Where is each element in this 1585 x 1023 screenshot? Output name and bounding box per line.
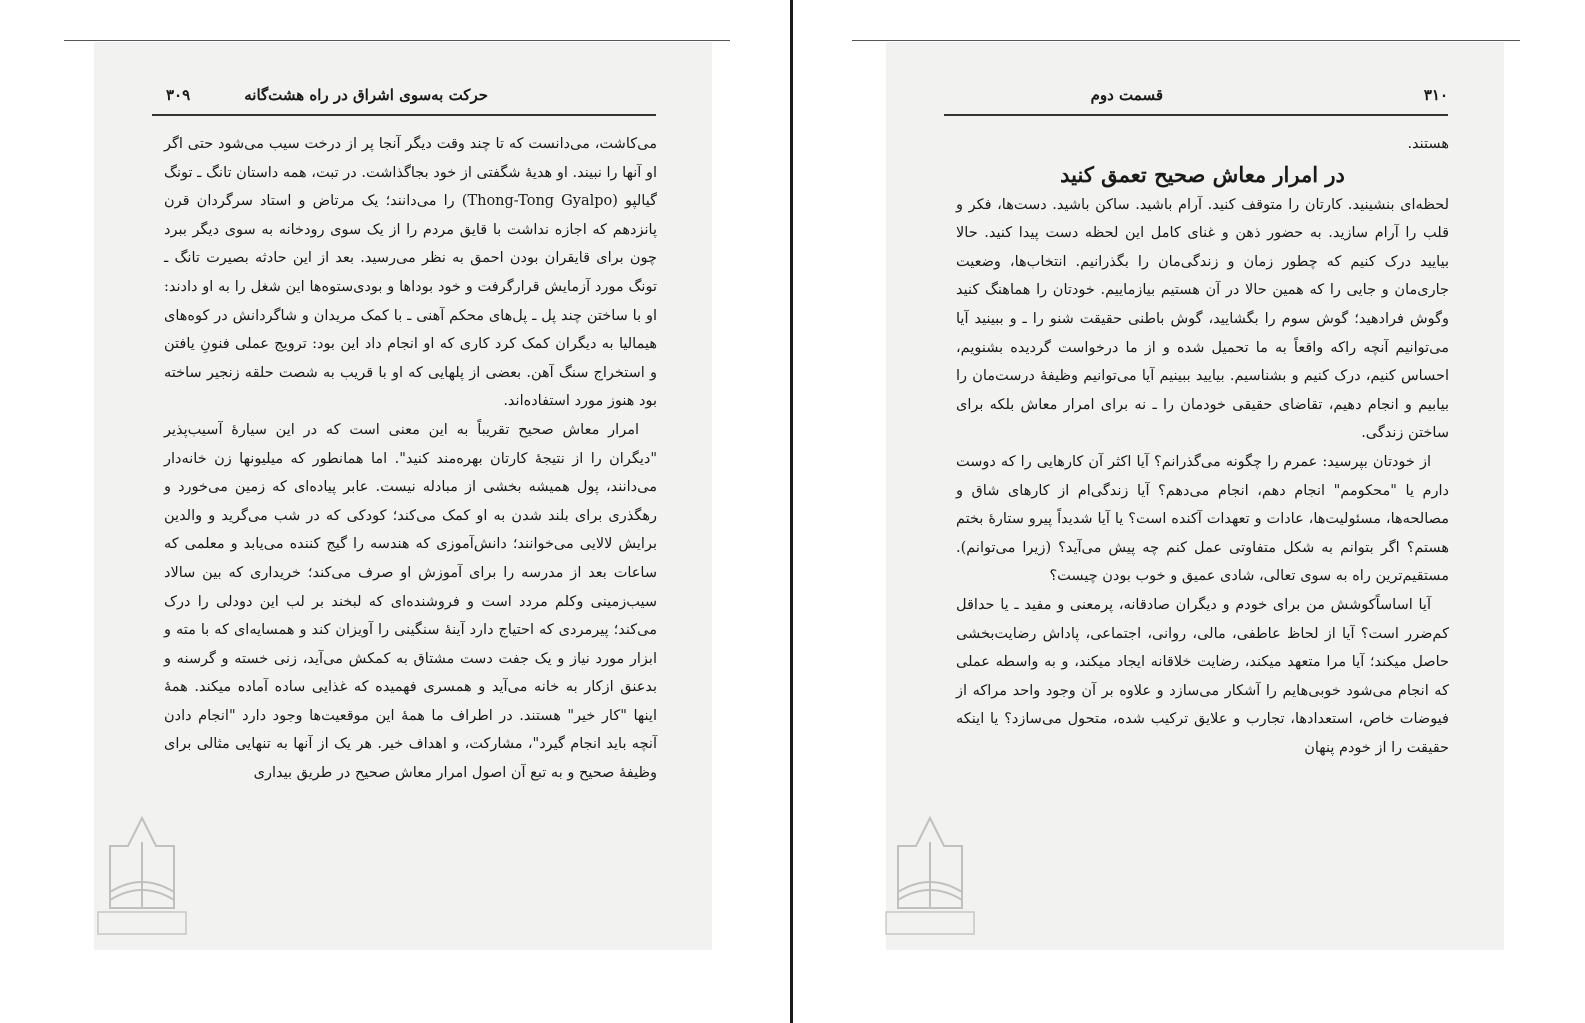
- left-page: [94, 42, 712, 950]
- running-head-left: [152, 82, 656, 116]
- paragraph: آیا اساساًکوشش من برای خودم و دیگران صادقانه، پرمعنی و مفید ـ یا حداقل کم‌ضرر است؟ آیا از لحاظ عاطفی، مالی، روانی، اجتماعی، پاداش رضایت‌بخشی حاصل میکند؛ آیا مرا متعهد میکند، رضایت خلاقانه ایجاد میکند، و به واسطه عملی که انجام می‌شود خوبی‌هایم را آشکار می‌سازد و علاوه بر آن وجود واحد مراکه از فیوضات خاص، استعدادها، تجارب و علایق ترکیب شده، متحول می‌سازد؟ یا اینکه حقیقت را از خودم پنهان: [956, 596, 1449, 756]
- top-rule-right: [852, 40, 1520, 41]
- continued-line: هستند.: [1407, 136, 1449, 152]
- library-stamp-icon: [94, 812, 190, 942]
- paragraph: از خودتان بپرسید: عمرم را چگونه می‌گذرانم؟ آیا اکثر آن کارهایی را که دوست دارم یا "محکومم" انجام دهم، انجام می‌دهم؟ آیا زندگی‌ام از کارهای شاق و مصالحه‌ها، مسئولیت‌ها، عادات و تعهدات آکنده است؟ یا آیا شدیداً پیرو ستارهٔ بختم هستم؟ اگر بتوانم به شکل متفاوتی عمل کنم چه پیش می‌آید؟ (زیرا می‌توانم). مستقیم‌ترین راه به سوی تعالی، شادی عمیق و خوب بودن چیست؟: [956, 453, 1449, 585]
- body-text-right: [956, 130, 1449, 762]
- running-title: قسمت دوم: [1090, 86, 1163, 104]
- page-number: ۳۱۰: [1423, 86, 1448, 104]
- section-heading: در امرار معاش صحیح تعمق کنید: [1060, 161, 1345, 187]
- running-title: حرکت به‌سوی اشراق در راه هشت‌گانه: [244, 86, 488, 104]
- top-rule-left: [64, 40, 730, 41]
- page-number: ۳۰۹: [166, 86, 191, 104]
- paragraph: امرار معاش صحیح تقریباً به این معنی است که در این سیارهٔ آسیب‌پذیر "دیگران را از نتیجهٔ کارتان بهره‌مند کنید". اما همانطور که میلیونها زن خانه‌دار می‌دانند، پول همیشه بخشی از مبادله نیست. عابر پیاده‌ای که زمین می‌خورد و رهگذری برای بلند شدن به او کمک می‌کند؛ کودکی که در شب می‌گرید و والدین برایش لالایی می‌خوانند؛ دانش‌آموزی که هندسه را گیج کننده می‌یابد و معلمی که ساعات بعد از مدرسه را برای آموزش او صرف می‌کند؛ خریداری که بین سالاد سیب‌زمینی وکلم مردد است و فروشنده‌ای که لبخند بر لب این دودلی را درک می‌کند؛ پیرمردی که احتیاج دارد آینهٔ سنگینی را آویزان کند و همسایه‌ای که با مته و ابزار مورد نیاز و یک جفت دست مشتاق به کمکش می‌آید، زنی خسته و گرسنه و بدعنق ازکار به خانه می‌آید و همسری فهمیده که غذایی ساده آماده میکند. همهٔ اینها "کار خیر" هستند. در اطراف ما همهٔ این موقعیت‌ها وجود دارد "انجام دادن آنچه باید انجام گیرد"، مشارکت، و اهداف خیر. هر یک از آنها به تنهایی مثالی برای وظیفهٔ صحیح و به تبع آن اصول امرار معاش صحیح در طریق بیداری: [164, 421, 657, 782]
- spread-gutter-line: [790, 0, 793, 1023]
- head-rule: [944, 114, 1448, 116]
- head-rule: [152, 114, 656, 116]
- library-stamp-icon: [882, 812, 978, 942]
- right-page: [886, 42, 1504, 950]
- body-text-left: [164, 130, 657, 788]
- paragraph: لحظه‌ای بنشینید. کارتان را متوقف کنید. آرام باشید. ساکن باشید. دست‌ها، فکر و قلب را آرام سازید. به حضور ذهن و غنای کامل این لحظه دست پیدا کنید. حالا بیایید درک کنیم که چطور زمان و زندگی‌مان را بگذرانیم. انتخاب‌ها، وضعیت جاری‌مان و جایی را که همین حالا در آن هستیم بیازماییم. خودتان را هماهنگ کنید وگوش فرادهید؛ گوش سوم را بگشایید، گوش باطنی حقیقت شنو را ـ و ببینید آیا می‌توانیم آنچه راکه واقعاً به ما تحمیل شده و از ما درخواست گردیده بشنویم، احساس کنیم، درک کنیم و بشناسیم. بیایید ببینیم آیا می‌توانیم وظیفهٔ درست‌مان را بیابیم و انجام دهیم، تقاضای حقیقی خودمان را ـ نه برای امرار معاش بلکه برای ساختن زندگی.: [956, 196, 1449, 442]
- running-head-right: [944, 82, 1448, 116]
- paragraph: می‌کاشت، می‌دانست که تا چند وقت دیگر آنجا پر از درخت سیب می‌شود حتی اگر او آنها را نبیند. او هدیهٔ شگفتی از خود بجاگذاشت. در تبت، همه داستان تانگ ـ تونگ گیالپو (Thong-Tong Gyalpo) را می‌دانند؛ یک مرتاض و استاد سرگردان قرن پانزدهم که اجازه نداشت با قایق مردم را از یک سوی رودخانه به سوی دیگر ببرد چون برای قایقران بودن احمق به نظر می‌رسید. بعد از این حادثه بصیرت تانگ ـ تونگ مورد آزمایش قرارگرفت و خود بوداها و بودی‌ستوه‌ها این شغل را به او دادند: او با ساختن چند پل ـ پل‌های محکم آهنی ـ با کمک مریدان و شاگردانش در کوه‌های هیمالیا به دیگران کمک کرد کاری که او انجام داد این بود: ترویج عملی فنونِ یافتن و استخراج سنگ آهن. بعضی از پلهایی که او با قریب به شصت حلقه زنجیر ساخته بود هنوز مورد استفاده‌اند.: [164, 136, 657, 410]
